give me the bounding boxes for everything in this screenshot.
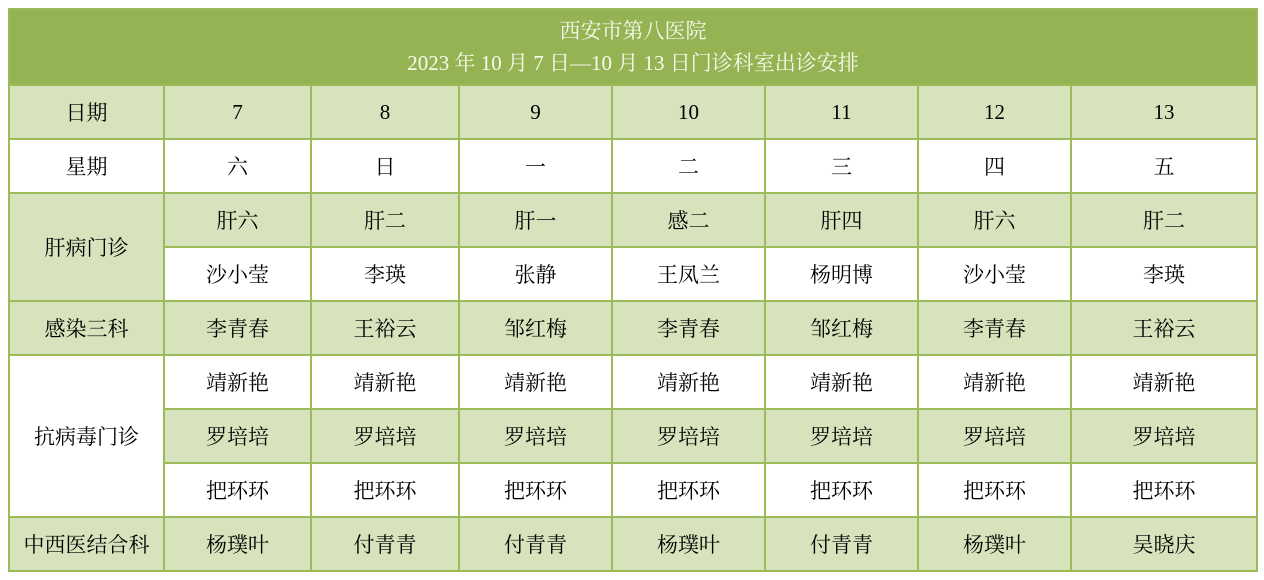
schedule-cell: 靖新艳 xyxy=(1071,355,1257,409)
schedule-cell: 李青春 xyxy=(612,301,765,355)
schedule-cell: 王裕云 xyxy=(1071,301,1257,355)
schedule-cell: 靖新艳 xyxy=(918,355,1071,409)
schedule-cell: 李瑛 xyxy=(311,247,459,301)
date-row xyxy=(9,85,1257,139)
schedule-cell: 靖新艳 xyxy=(765,355,918,409)
schedule-cell: 杨璞叶 xyxy=(612,517,765,571)
schedule-cell: 肝四 xyxy=(765,193,918,247)
dept-infection-row xyxy=(9,301,1257,355)
schedule-cell: 把环环 xyxy=(1071,463,1257,517)
schedule-cell: 罗培培 xyxy=(1071,409,1257,463)
dept-antiviral-row-1 xyxy=(9,355,1257,409)
dept-liver-row-1 xyxy=(9,193,1257,247)
week-cell: 日 xyxy=(311,139,459,193)
date-cell: 7 xyxy=(164,85,311,139)
dept-label-infection-3: 感染三科 xyxy=(9,301,164,355)
schedule-cell: 杨璞叶 xyxy=(918,517,1071,571)
schedule-cell: 把环环 xyxy=(918,463,1071,517)
week-cell: 一 xyxy=(459,139,612,193)
schedule-cell: 靖新艳 xyxy=(459,355,612,409)
week-cell: 四 xyxy=(918,139,1071,193)
schedule-cell: 王裕云 xyxy=(311,301,459,355)
date-cell: 8 xyxy=(311,85,459,139)
schedule-cell: 沙小莹 xyxy=(918,247,1071,301)
schedule-cell: 罗培培 xyxy=(765,409,918,463)
date-cell: 13 xyxy=(1071,85,1257,139)
schedule-cell: 邹红梅 xyxy=(765,301,918,355)
dept-integrative-row xyxy=(9,517,1257,571)
date-cell: 9 xyxy=(459,85,612,139)
schedule-cell: 靖新艳 xyxy=(311,355,459,409)
schedule-cell: 杨璞叶 xyxy=(164,517,311,571)
schedule-cell: 罗培培 xyxy=(459,409,612,463)
table-title-row xyxy=(9,9,1257,85)
schedule-cell: 沙小莹 xyxy=(164,247,311,301)
date-cell: 11 xyxy=(765,85,918,139)
schedule-cell: 杨明博 xyxy=(765,247,918,301)
schedule-cell: 肝一 xyxy=(459,193,612,247)
dept-antiviral-row-3 xyxy=(9,463,1257,517)
date-row-label: 日期 xyxy=(9,85,164,139)
week-row xyxy=(9,139,1257,193)
date-cell: 10 xyxy=(612,85,765,139)
schedule-cell: 罗培培 xyxy=(311,409,459,463)
schedule-cell: 李瑛 xyxy=(1071,247,1257,301)
schedule-table xyxy=(8,8,1258,572)
week-cell: 二 xyxy=(612,139,765,193)
schedule-cell: 把环环 xyxy=(311,463,459,517)
schedule-cell: 吴晓庆 xyxy=(1071,517,1257,571)
dept-antiviral-row-2 xyxy=(9,409,1257,463)
hospital-title: 西安市第八医院 xyxy=(559,19,707,43)
schedule-cell: 付青青 xyxy=(311,517,459,571)
schedule-cell: 肝二 xyxy=(1071,193,1257,247)
schedule-cell: 王凤兰 xyxy=(612,247,765,301)
schedule-cell: 罗培培 xyxy=(612,409,765,463)
schedule-cell: 把环环 xyxy=(765,463,918,517)
schedule-cell: 邹红梅 xyxy=(459,301,612,355)
schedule-cell: 李青春 xyxy=(918,301,1071,355)
schedule-cell: 靖新艳 xyxy=(164,355,311,409)
schedule-cell: 李青春 xyxy=(164,301,311,355)
schedule-cell: 罗培培 xyxy=(918,409,1071,463)
schedule-subtitle: 2023 年 10 月 7 日—10 月 13 日门诊科室出诊安排 xyxy=(407,51,859,75)
week-cell: 六 xyxy=(164,139,311,193)
schedule-cell: 肝六 xyxy=(918,193,1071,247)
schedule-cell: 罗培培 xyxy=(164,409,311,463)
schedule-cell: 肝二 xyxy=(311,193,459,247)
schedule-cell: 靖新艳 xyxy=(612,355,765,409)
date-cell: 12 xyxy=(918,85,1071,139)
week-row-label: 星期 xyxy=(9,139,164,193)
week-cell: 五 xyxy=(1071,139,1257,193)
schedule-cell: 感二 xyxy=(612,193,765,247)
schedule-cell: 肝六 xyxy=(164,193,311,247)
week-cell: 三 xyxy=(765,139,918,193)
dept-label-integrative-medicine: 中西医结合科 xyxy=(9,517,164,571)
schedule-cell: 把环环 xyxy=(164,463,311,517)
table-title-cell xyxy=(9,9,1257,85)
dept-label-antiviral-clinic: 抗病毒门诊 xyxy=(9,355,164,517)
schedule-cell: 把环环 xyxy=(459,463,612,517)
dept-label-liver-clinic: 肝病门诊 xyxy=(9,193,164,301)
schedule-cell: 把环环 xyxy=(612,463,765,517)
schedule-cell: 付青青 xyxy=(459,517,612,571)
dept-liver-row-2 xyxy=(9,247,1257,301)
schedule-cell: 张静 xyxy=(459,247,612,301)
schedule-cell: 付青青 xyxy=(765,517,918,571)
